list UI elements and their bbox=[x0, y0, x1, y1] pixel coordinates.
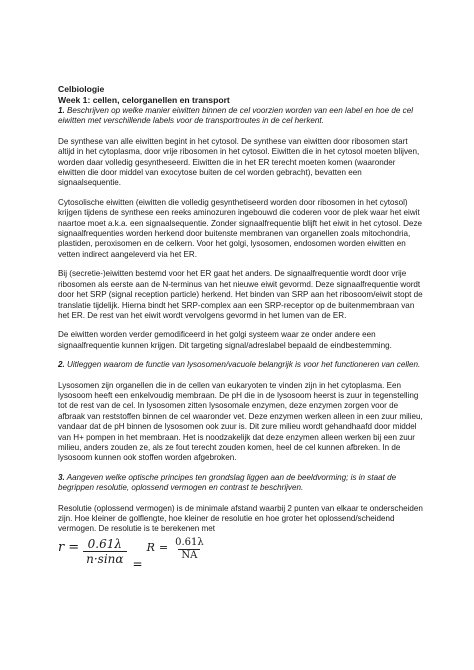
formula-approx: = bbox=[132, 556, 143, 571]
formula-lhs: r bbox=[58, 539, 65, 555]
question-number: 1. bbox=[58, 106, 65, 115]
formula-equals-2: = bbox=[158, 540, 169, 554]
formula-numerator-2: 0.61λ bbox=[175, 536, 204, 548]
paragraph: Resolutie (oplossend vermogen) is de minimale afstand waarbij 2 punten van elkaar te onderscheiden zijn. Hoe kleiner de golflengte, hoe kleiner de resolutie en hoe groter het oplossend/scheidend vermogen. De resolutie is te berekenen met bbox=[58, 503, 423, 534]
paragraph: Lysosomen zijn organellen die in de cellen van eukaryoten te vinden zijn in het cytoplasma. Een lysosoom heeft een enkelvoudig membraan. De pH die in de lysosoom heerst is zuur in tegenstelling tot de rest van de cel. In lysosomen zitten lysosomale enzymen, deze enzymen zorgen voor de afbraak van reststoffen binnen de cel waaronder vet. Deze enzymen werken alleen in een zuur milieu, vandaar dat de pH binnen de lysosomen ook zuur is. Dit zure milieu wordt gehandhaafd door middel van H+ pompen in het membraan. Het is noodzakelijk dat deze enzymen alleen werken bij een zuur milieu, anders zouden ze, als ze fout terecht zouden komen, heel de cel kunnen afbreken. In de lysosoom kunnen ook stoffen worden afgebroken. bbox=[58, 380, 423, 463]
paragraph: Cytosolische eiwitten (eiwitten die volledig gesynthetiseerd worden door ribosomen in het cytosol) krijgen tijdens de synthese een reeks aminozuren ingebouwd die coderen voor de plek waar het eiwit naartoe moet a.k.a. een signaalsequentie. Zonder signaalfrequentie blijft het eiwit in het cytosol. Deze signaalfrequenties worden herkend door buitenste membranen van organellen zoals mitochondria, plastiden, peroxisomen en de celkern. Voor het golgi, lysosomen, endosomen worden eiwitten en vetten indirect aangeleverd via het ER. bbox=[58, 197, 422, 259]
formula-equals: = bbox=[68, 539, 80, 555]
question-1 bbox=[58, 106, 424, 127]
question-text: Aangeven welke optische principes ten grondslag liggen aan de beeldvorming; is in staat de begrippen resolutie, oplossend vermogen en contrast te beschrijven. bbox=[58, 472, 397, 493]
formula-denominator-2: NA bbox=[178, 549, 200, 562]
week-subtitle: Week 1: cellen, celorganellen en transport bbox=[58, 95, 230, 105]
formula-fraction bbox=[83, 537, 126, 566]
paragraph: De eiwitten worden verder gemodificeerd in het golgi systeem waar ze onder andere een signaalfrequentie kunnen krijgen. Dit targeting signal/adreslabel bepaald de eindbestemming. bbox=[58, 330, 392, 350]
question-text: Beschrijven op welke manier eiwitten binnen de cel voorzien worden van een label en hoe de cel eiwitten met verschillende labels voor de transportroutes in de cel herkent. bbox=[58, 106, 414, 126]
question-text: Uitleggen waarom de functie van lysosomen/vacuole belangrijk is voor het functioneren van cellen. bbox=[67, 360, 421, 370]
document-title: Celbiologie bbox=[58, 84, 105, 94]
formula-lhs-2: R bbox=[146, 540, 155, 554]
formula-denominator: n·sinα bbox=[83, 551, 126, 566]
paragraph: De synthese van alle eiwitten begint in het cytosol. De synthese van eiwitten door ribosomen start altijd in het cytoplasma, door vrije ribosomen in het cytosol. Eiwitten die in het cytosol moeten blijven, worden daar volledig gesyntheseerd. Eiwitten die in het ER terecht moeten komen (waaronder eiwitten die door middel van exocytose buiten de cel worden gebracht), bevatten een signaalsequentie. bbox=[58, 136, 420, 188]
question-number: 3. bbox=[58, 472, 65, 482]
paragraph: Bij (secretie-)eiwitten bestemd voor het ER gaat het anders. De signaalfrequentie wordt door vrije ribosomen als eerste aan de N-terminus van het nieuwe eiwit gevormd. Deze signaalfrequentie wordt door het SRP (signal reception particle) herkend. Het binden van SRP aan het ribosoom/eiwit stopt de translatie tijdelijk. Hierna bindt het SRP-complex aan een SRP-receptor op de buitenmembraan van het ER. De rest van het eiwit wordt vervolgens gevormd in het lumen van de ER. bbox=[58, 269, 423, 320]
question-2 bbox=[58, 360, 424, 370]
question-3 bbox=[58, 473, 424, 494]
formula-fraction-2 bbox=[172, 537, 207, 562]
question-number: 2. bbox=[58, 360, 65, 370]
formula-numerator: 0.61λ bbox=[87, 536, 122, 551]
resolution-formula bbox=[58, 537, 424, 569]
